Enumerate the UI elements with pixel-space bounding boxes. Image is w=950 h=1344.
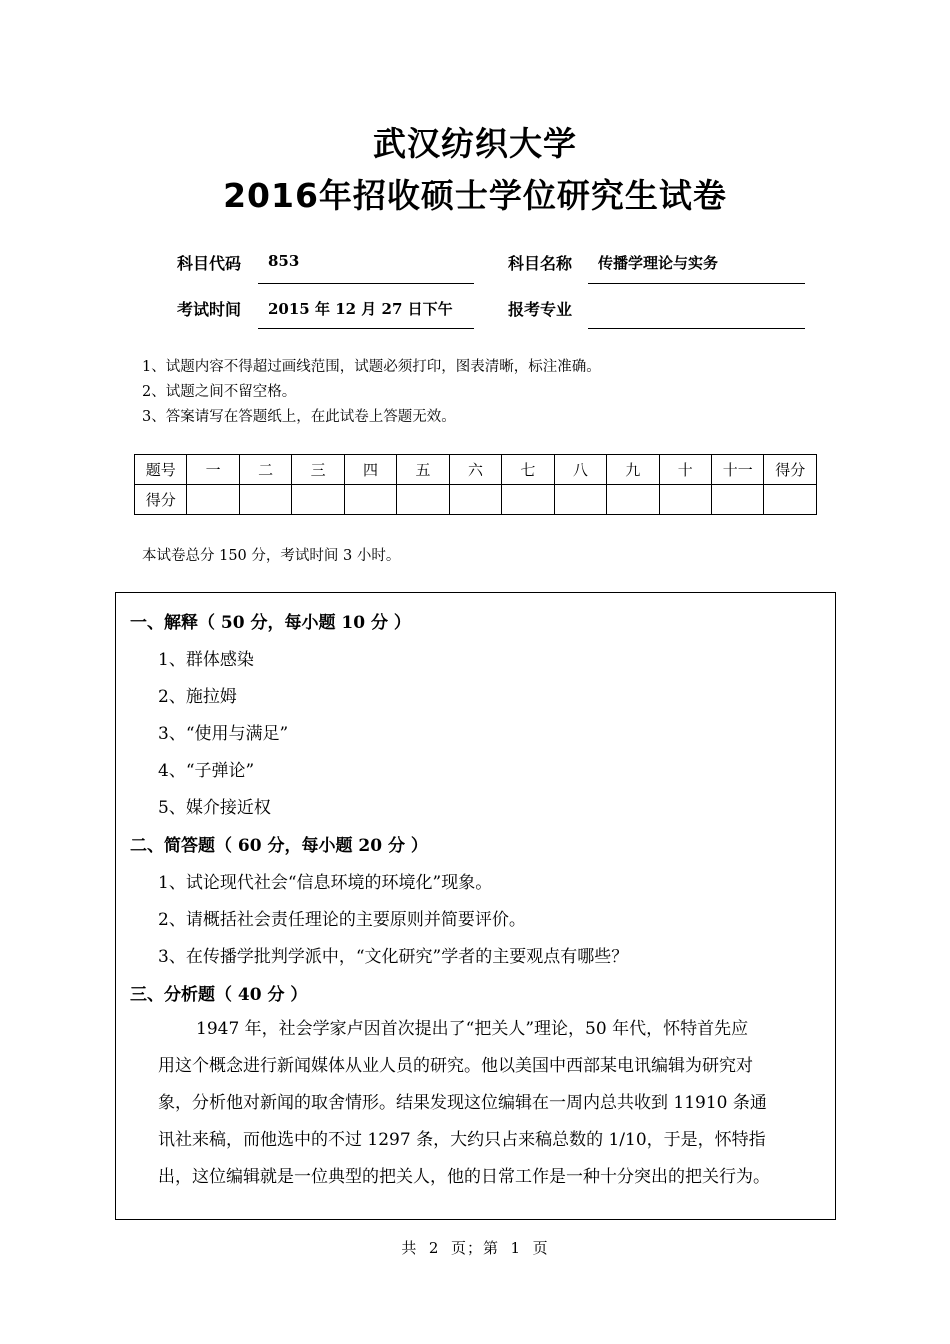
score-header-cell: 七 — [502, 455, 554, 485]
question-item: 4、“子弹论” — [158, 761, 255, 781]
exam-time-underline — [258, 328, 474, 329]
note-item: 1、试题内容不得超过画线范围，试题必须打印，图表清晰，标注准确。 — [142, 359, 601, 375]
score-header-cell: 八 — [554, 455, 606, 485]
score-cell — [554, 485, 606, 515]
university-title: 武汉纺织大学 — [373, 124, 577, 163]
score-header-cell: 四 — [344, 455, 396, 485]
score-cell — [607, 485, 659, 515]
major-label: 报考专业 — [508, 300, 573, 319]
score-header-cell: 十一 — [711, 455, 763, 485]
score-cell — [764, 485, 817, 515]
score-header-cell: 一 — [187, 455, 239, 485]
analysis-paragraph — [158, 1011, 828, 1196]
question-item: 3、在传播学批判学派中，“文化研究”学者的主要观点有哪些？ — [158, 947, 629, 967]
question-item: 5、媒介接近权 — [158, 798, 271, 818]
question-item: 2、请概括社会责任理论的主要原则并简要评价。 — [158, 910, 526, 930]
score-row-label: 得分 — [135, 485, 187, 515]
score-header-cell: 六 — [449, 455, 501, 485]
score-header-cell: 得分 — [764, 455, 817, 485]
subject-code-underline — [258, 283, 474, 284]
score-cell — [711, 485, 763, 515]
subject-code-value: 853 — [268, 252, 300, 270]
score-header-cell: 五 — [397, 455, 449, 485]
page-footer: 共 2 页；第 1 页 — [401, 1239, 549, 1257]
exam-title: 2016年招收硕士学位研究生试卷 — [223, 176, 727, 215]
score-header-cell: 二 — [239, 455, 291, 485]
score-table-header-row — [135, 455, 817, 485]
score-cell — [397, 485, 449, 515]
section-title: 三、分析题（ 40 分 ） — [130, 985, 308, 1005]
score-table — [134, 454, 817, 515]
subject-name-underline — [588, 283, 805, 284]
note-item: 2、试题之间不留空格。 — [142, 384, 297, 400]
score-header-cell: 题号 — [135, 455, 187, 485]
subject-name-label: 科目名称 — [508, 254, 573, 273]
paragraph-line: 出，这位编辑就是一位典型的把关人，他的日常工作是一种十分突出的把关行为。 — [158, 1167, 770, 1187]
total-info: 本试卷总分 150 分，考试时间 3 小时。 — [142, 548, 401, 564]
score-header-cell: 九 — [607, 455, 659, 485]
score-cell — [344, 485, 396, 515]
score-table-score-row — [135, 485, 817, 515]
paragraph-line: 用这个概念进行新闻媒体从业人员的研究。他以美国中西部某电讯编辑为研究对 — [158, 1056, 753, 1076]
score-cell — [292, 485, 344, 515]
paragraph-line: 象，分析他对新闻的取舍情形。结果发现这位编辑在一周内总共收到 11910 条通 — [158, 1093, 767, 1113]
section-title: 一、解释（ 50 分，每小题 10 分 ） — [130, 613, 411, 633]
instructions — [142, 355, 601, 430]
paragraph-line: 讯社来稿，而他选中的不过 1297 条，大约只占来稿总数的 1/10，于是，怀特指 — [158, 1130, 766, 1150]
question-item: 3、“使用与满足” — [158, 724, 289, 744]
section-title: 二、简答题（ 60 分，每小题 20 分 ） — [130, 836, 428, 856]
question-item: 1、试论现代社会“信息环境的环境化”现象。 — [158, 873, 493, 893]
major-underline — [588, 328, 805, 329]
score-header-cell: 三 — [292, 455, 344, 485]
paragraph-line: 1947 年，社会学家卢因首次提出了“把关人”理论，50 年代，怀特首先应 — [196, 1019, 749, 1039]
question-item: 2、施拉姆 — [158, 687, 237, 707]
exam-time-label: 考试时间 — [177, 300, 242, 319]
subject-code-label: 科目代码 — [177, 254, 242, 273]
score-cell — [187, 485, 239, 515]
score-cell — [239, 485, 291, 515]
exam-time-value: 2015 年 12 月 27 日下午 — [268, 300, 453, 318]
question-item: 1、群体感染 — [158, 650, 254, 670]
subject-name-value: 传播学理论与实务 — [598, 254, 719, 272]
score-cell — [502, 485, 554, 515]
score-cell — [659, 485, 711, 515]
note-item: 3、答案请写在答题纸上，在此试卷上答题无效。 — [142, 409, 456, 425]
score-header-cell: 十 — [659, 455, 711, 485]
score-cell — [449, 485, 501, 515]
